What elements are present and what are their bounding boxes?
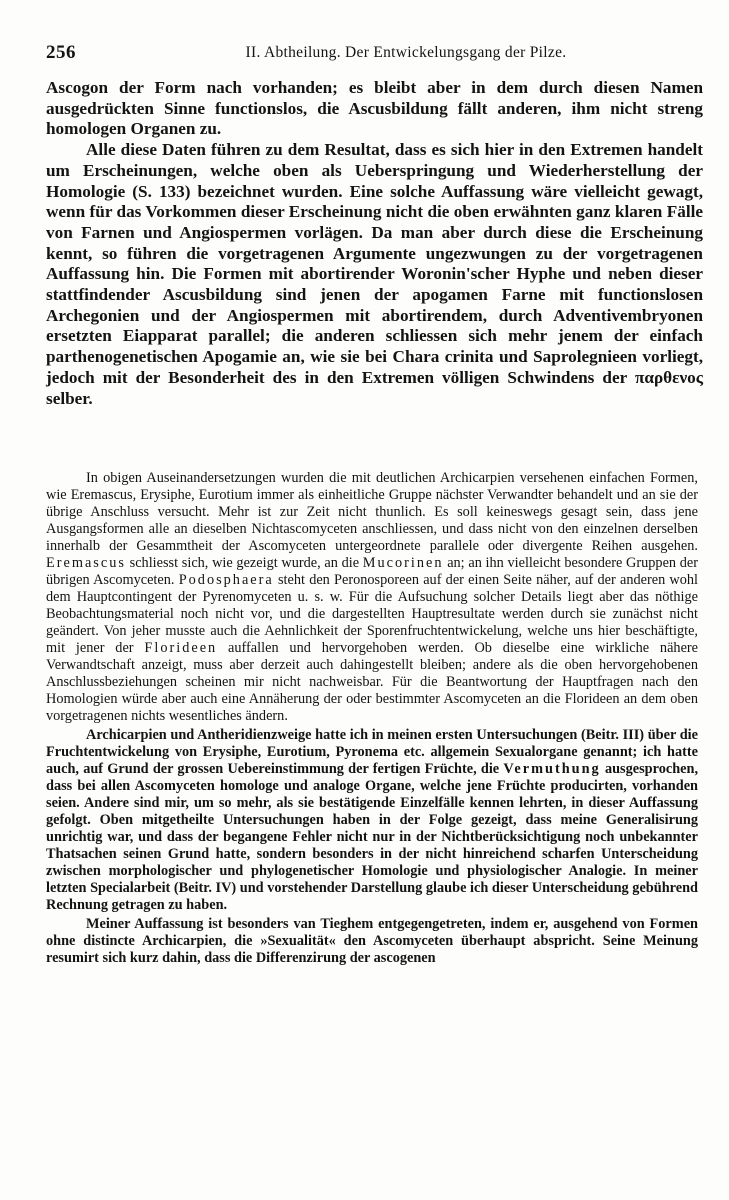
note-1-text-e: auffallen und hervorgehoben werden. Ob dieselbe eine wirkliche nähere Verwandtschaft anzeigt, muss aber derzeit auch dahingestellt bleiben; andere als die oben hervorgehobenen Anschlussbeziehungen scheinen mir nicht nachweisbar. Für die Beantwortung der Hauptfragen nach den Homologien würde aber auch eine Annäherung der oder bestimmter Ascomyceten an die Florideen an dem oben vorgetragenen nichts wesentliches ändern. (46, 640, 699, 724)
note-paragraph-2 (46, 727, 698, 914)
term-podosphaera: Podosphaera (178, 572, 274, 588)
page-header (46, 42, 706, 66)
small-print-notes (46, 470, 698, 967)
main-paragraph-1: Ascogon der Form nach vorhanden; es bleibt aber in dem durch diesen Namen ausgedrückten Sinne functionslos, die Ascusbildung fällt anderen, ihm nicht streng homologen Organen zu. (46, 78, 703, 139)
running-head: II. Abtheilung. Der Entwickelungsgang der Pilze. (245, 44, 567, 61)
note-1-text-b: schliesst sich, wie gezeigt wurde, an die (129, 555, 360, 571)
note-2-text-b: ausgesprochen, dass bei allen Ascomyceten homologe und analoge Organe, welche jene Früchte producirten, vorhanden seien. Andere sind mir, um so mehr, als sie bestätigende Einzelfälle kennen lehrten, in dieser Auffassung gefolgt. Oben mitgetheilte Untersuchungen haben in der Folge gezeigt, dass meine Generalisirung unrichtig war, und dass der begangene Fehler nicht nur in der Nichtberücksichtigung noch unbekannter Thatsachen seinen Grund hatte, sondern besonders in der nicht hinreichend scharfen Unterscheidung zwischen morphologischer und phylogenetischer Homologie und physiologischer Analogie. In meiner letzten Specialarbeit (Beitr. IV) und vorstehender Darstellung glaube ich dieser Unterscheidung gebührend Rechnung getragen zu haben. (46, 761, 699, 913)
main-paragraph-2: Alle diese Daten führen zu dem Resultat, dass es sich hier in den Extremen handelt um Erscheinungen, welche oben als Ueberspringung und Wiederherstellung der Homologie (S. 133) bezeichnet wurden. Eine solche Auffassung wäre vielleicht gewagt, wenn für das Vorkommen dieser Erscheinung nicht die oben erwähnten ganz klaren Fälle von Farnen und Angiospermen vorlägen. Da man aber durch diese die Erscheinung kennt, so führen die vorgetragenen Argumente ungezwungen zu der vorgetragenen Auffassung hin. Die Formen mit abortirender Woronin'scher Hyphe und neben dieser stattfindender Ascusbildung sind jenen der apogamen Farne mit functionslosen Archegonien und der Angiospermen mit abortirendem, durch Adventivembryonen ersetzten Eiapparat parallel; die anderen schliessen sich mehr jenem der einfach parthenogenetischen Apogamie an, wie sie bei Chara crinita und Saprolegnieen vorliegt, jedoch mit der Besonderheit des in den Extremen völligen Schwindens der παρθενος selber. (46, 140, 703, 408)
term-mucorinen: Mucorinen (362, 555, 444, 571)
note-1-text-c: an; an ihn vielleicht besondere Gruppen der übrigen Ascomyceten. (46, 555, 699, 588)
note-2-text-a: Archicarpien und Antheridienzweige hatte ich in meinen ersten Untersuchungen (Beitr. III) über die Fruchtentwickelung von Erysiphe, Eurotium, Pyronema etc. allgemein Sexualorgane genannt; ich hatte auch, auf Grund der grossen Uebereinstimmung der fertigen Früchte, die (46, 727, 698, 777)
note-1-text-d: steht den Peronosporeen auf der einen Seite näher, auf der anderen wohl dem Hauptcontingent der Pyrenomyceten u. s. w. Für die Aufsuchung solcher Details liegt aber das nöthige Beobachtungsmaterial noch nicht vor, und die dargestellten Hauptresultate werden durch sie zunächst nicht geändert. Von jeher musste auch die Aehnlichkeit der Sporenfruchtentwickelung, welche uns hier beschäftigte, mit jener der (46, 572, 699, 656)
page-number: 256 (46, 42, 76, 63)
note-paragraph-3: Meiner Auffassung ist besonders van Tieghem entgegengetreten, indem er, ausgehend von Formen ohne distincte Archicarpien, die »Sexualität« den Ascomyceten überhaupt abspricht. Seine Meinung resumirt sich kurz dahin, dass die Differenzirung der ascogenen (46, 916, 698, 966)
note-paragraph-1 (46, 470, 698, 725)
main-text (46, 78, 703, 409)
term-eremascus: Eremascus (46, 555, 126, 571)
term-vermuthung: Vermuthung (503, 761, 601, 777)
note-1-text-a: In obigen Auseinandersetzungen wurden die mit deutlichen Archicarpien versehenen einfachen Formen, wie Eremascus, Erysiphe, Eurotium immer als einheitliche Gruppe nächster Verwandter behandelt und an sie der übrige Anschluss versucht. Mehr ist zur Zeit nicht thunlich. Es soll keineswegs gesagt sein, dass jene Ausgangsformen alle an dieselben Nichtascomyceten anschliessen, und dass nicht von den einzelnen derselben innerhalb der Gesammtheit der Ascomyceten untergeordnete parallele oder divergente Reihen ausgehen. (46, 470, 698, 554)
term-florideen: Florideen (144, 640, 218, 656)
